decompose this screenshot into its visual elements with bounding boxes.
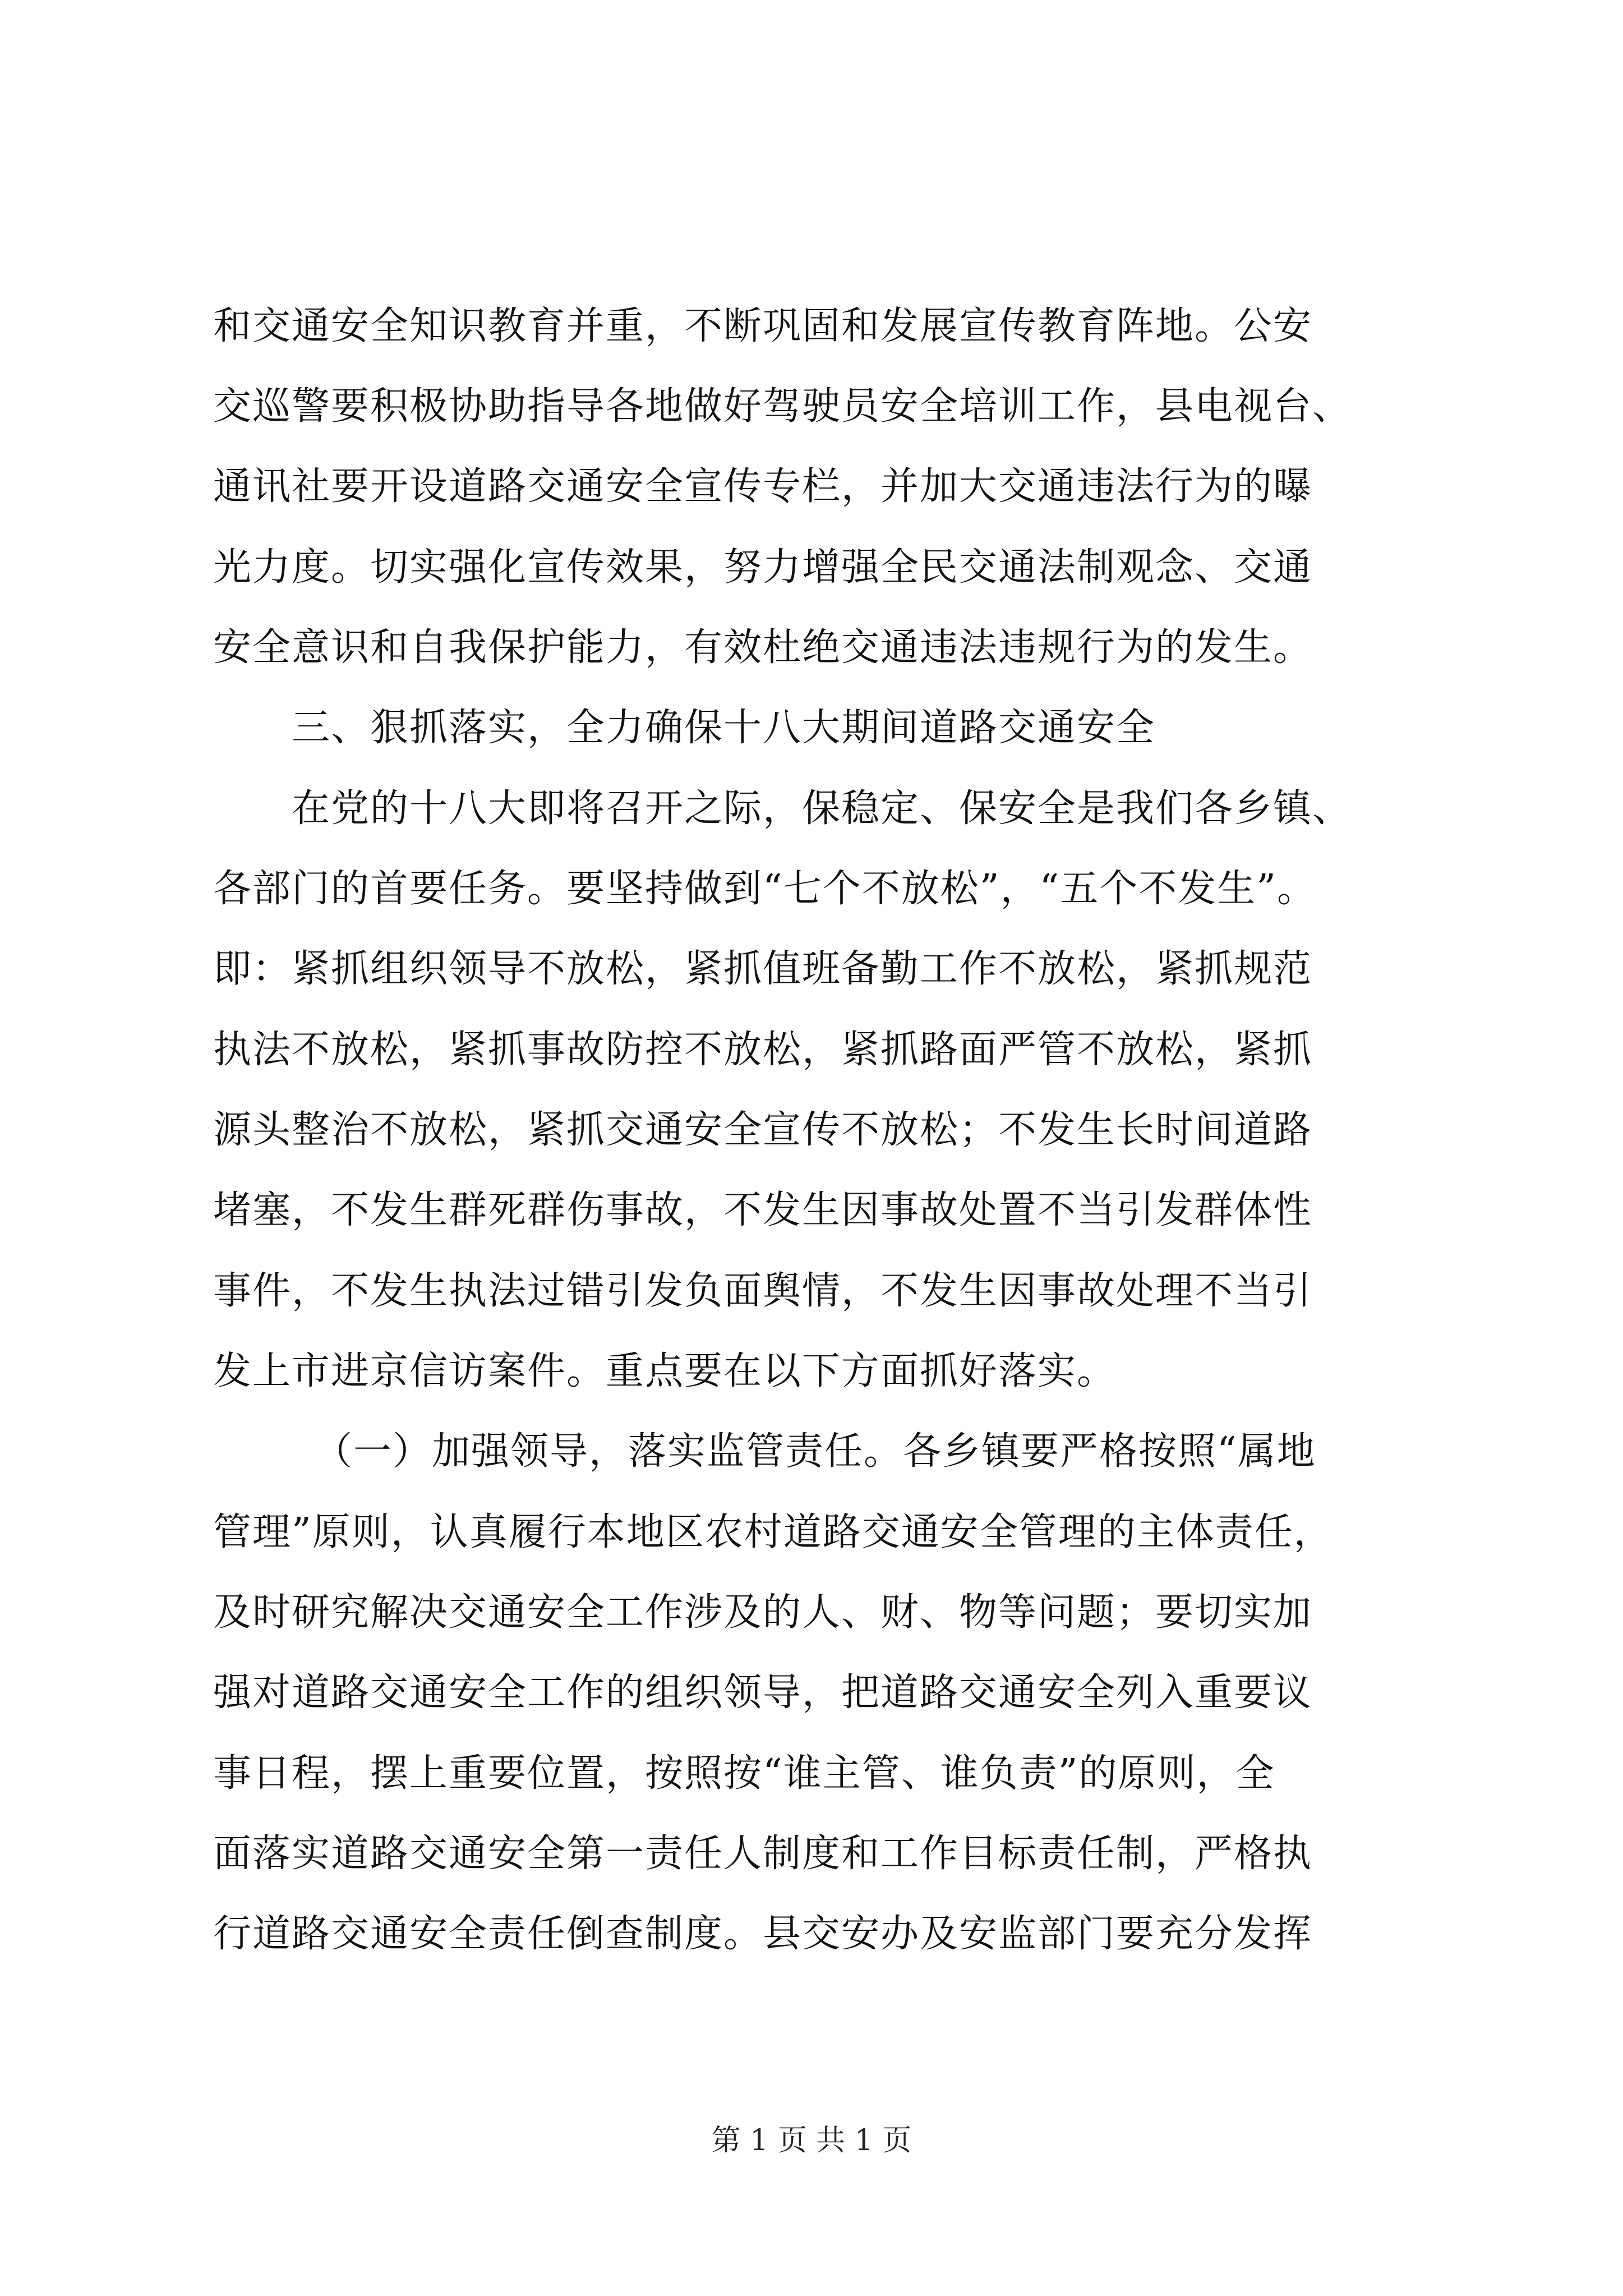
text-line: 和交通安全知识教育并重，不断巩固和发展宣传教育阵地。公安 <box>213 304 1313 348</box>
text-line: 光力度。切实强化宣传效果，努力增强全民交通法制观念、交通 <box>213 545 1313 590</box>
subsection-line: （一）加强领导，落实监管责任。各乡镇要严格按照“属地 <box>314 1429 1316 1474</box>
text-line: 源头整治不放松，紧抓交通安全宣传不放松；不发生长时间道路 <box>213 1108 1313 1152</box>
text-line: 事日程，摆上重要位置，按照按“谁主管、谁负责”的原则，全 <box>213 1751 1275 1796</box>
text-line: 交巡警要积极协助指导各地做好驾驶员安全培训工作，县电视台、 <box>213 384 1352 429</box>
text-line: 事件，不发生执法过错引发负面舆情，不发生因事故处理不当引 <box>213 1269 1313 1313</box>
text-line: 面落实道路交通安全第一责任人制度和工作目标责任制，严格执 <box>213 1832 1313 1876</box>
text-line: 各部门的首要任务。要坚持做到“七个不放松”，“五个不发生”。 <box>213 867 1317 911</box>
text-line: 堵塞，不发生群死群伤事故，不发生因事故处置不当引发群体性 <box>213 1188 1313 1232</box>
text-line: 行道路交通安全责任倒查制度。县交安办及安监部门要充分发挥 <box>213 1912 1313 1956</box>
text-line: 通讯社要开设道路交通安全宣传专栏，并加大交通违法行为的曝 <box>213 464 1313 509</box>
section-heading: 三、狠抓落实，全力确保十八大期间道路交通安全 <box>292 706 1156 750</box>
text-line: 及时研究解决交通安全工作涉及的人、财、物等问题；要切实加 <box>213 1590 1313 1635</box>
page-footer: 第 1 页 共 1 页 <box>711 2124 912 2157</box>
text-line: 管理”原则，认真履行本地区农村道路交通安全管理的主体责任， <box>213 1510 1333 1554</box>
text-line: 安全意识和自我保护能力，有效杜绝交通违法违规行为的发生。 <box>213 625 1313 670</box>
text-line: 发上市进京信访案件。重点要在以下方面抓好落实。 <box>213 1349 1117 1393</box>
text-line: 强对道路交通安全工作的组织领导，把道路交通安全列入重要议 <box>213 1671 1313 1715</box>
text-line: 执法不放松，紧抓事故防控不放松，紧抓路面严管不放松，紧抓 <box>213 1028 1313 1072</box>
text-line: 即：紧抓组织领导不放松，紧抓值班备勤工作不放松，紧抓规范 <box>213 947 1313 991</box>
text-line: 在党的十八大即将召开之际，保稳定、保安全是我们各乡镇、 <box>292 786 1352 831</box>
